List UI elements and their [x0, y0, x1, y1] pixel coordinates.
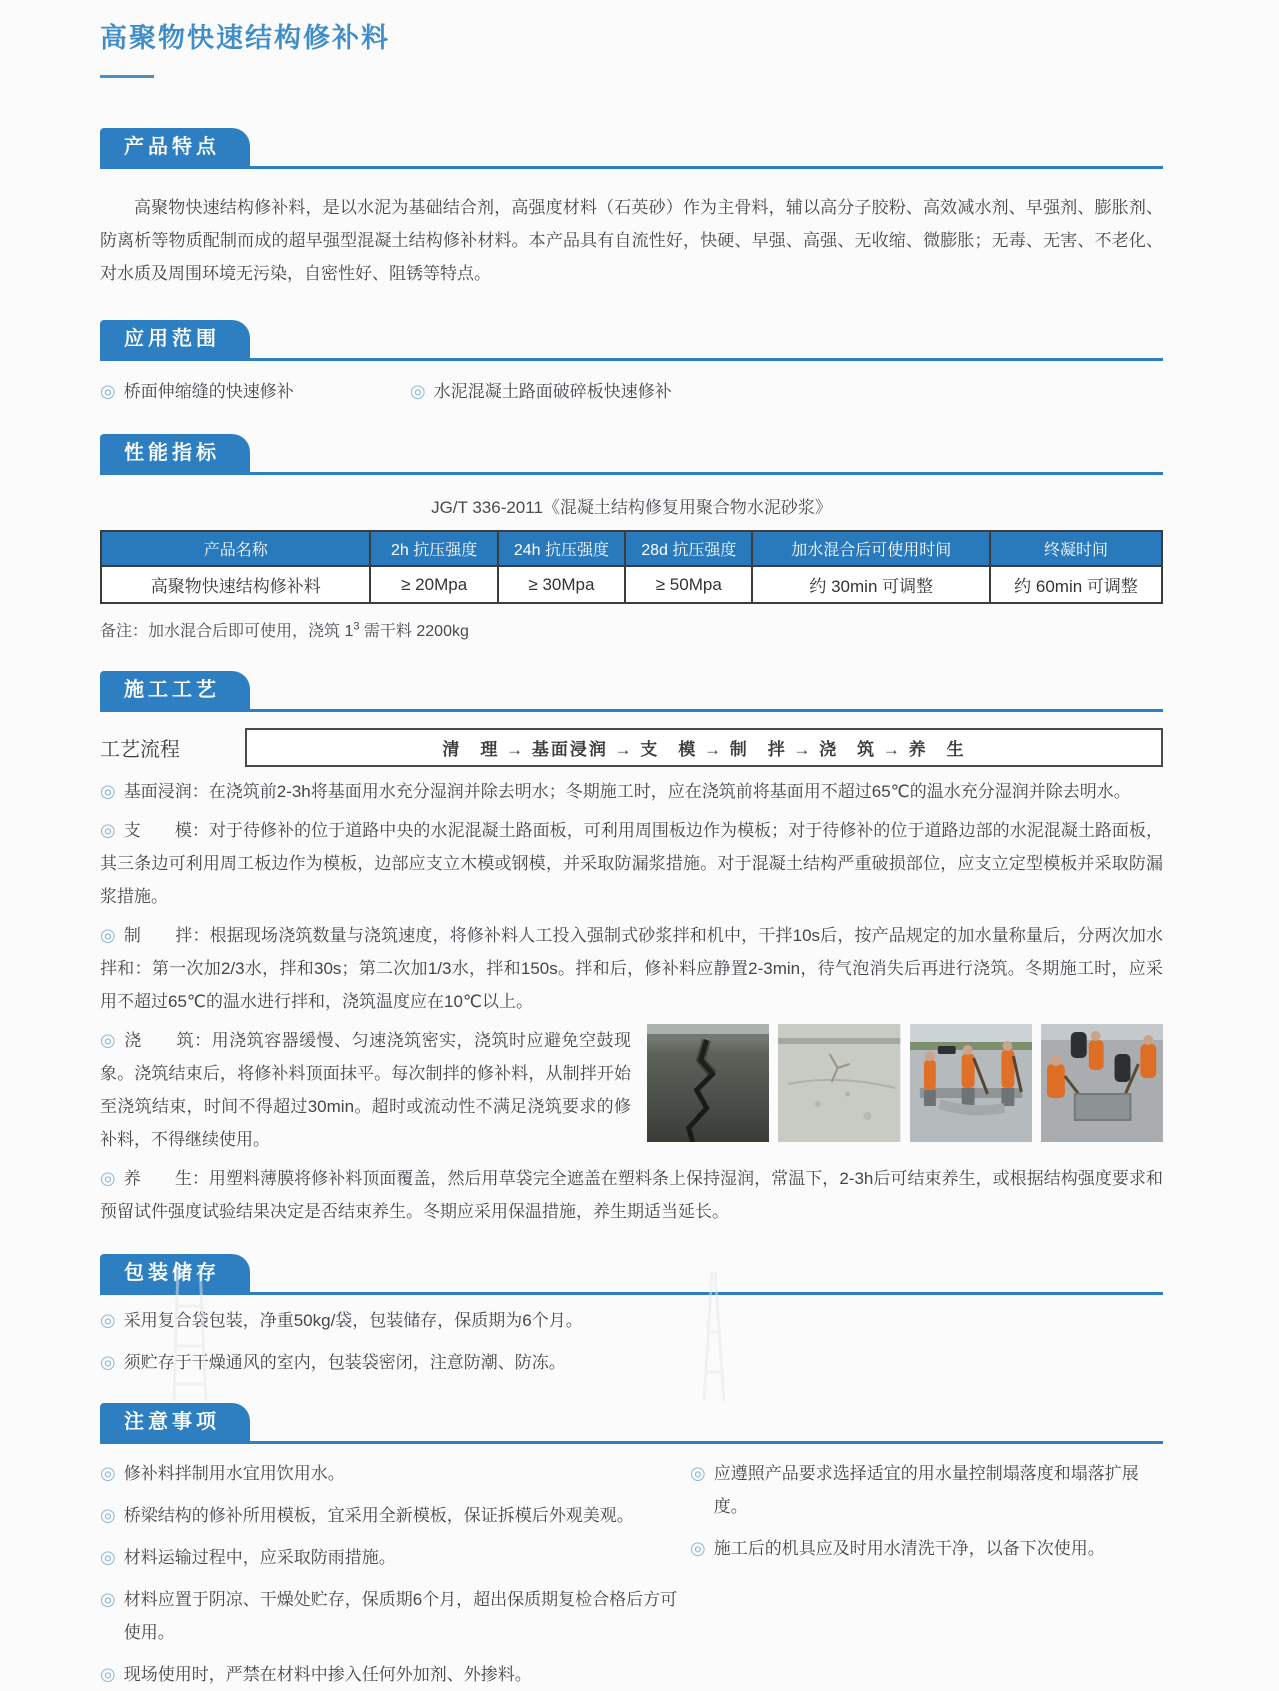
datasheet-content [100, 0, 1163, 1691]
packaging-item-text: 采用复合袋包装，净重50kg/袋，包装储存，保质期为6个月。 [123, 1311, 583, 1330]
application-item [100, 375, 410, 408]
notes-columns [100, 1448, 1163, 1691]
section-packaging-tab: 包装储存 [100, 1254, 250, 1292]
bullet-icon: ◎ [690, 1538, 706, 1558]
process-flow-box: 清 理 → 基面浸润 → 支 模 → 制 拌 → 浇 筑 → 养 生 [245, 728, 1163, 767]
bullet-icon: ◎ [100, 925, 116, 945]
note-item [100, 1457, 690, 1490]
section-notes-tab: 注意事项 [100, 1403, 250, 1441]
bullet-icon: ◎ [100, 1352, 116, 1372]
process-flow-label: 工艺流程 [100, 739, 180, 761]
table-header-cell: 28d 抗压强度 [625, 531, 752, 566]
page-title: 高聚物快速结构修补料 [100, 23, 390, 53]
construction-steps [100, 775, 1163, 1228]
table-note-superscript: 3 [353, 620, 360, 633]
section-application-tab: 应用范围 [100, 320, 250, 358]
table-header-cell: 24h 抗压强度 [498, 531, 625, 566]
packaging-items [100, 1304, 1163, 1379]
table-cell: ≥ 50Mpa [625, 566, 752, 603]
table-cell: 高聚物快速结构修补料 [101, 566, 370, 603]
table-header-cell: 加水混合后可使用时间 [752, 531, 990, 566]
note-item-text: 施工后的机具应及时用水清洗干净，以备下次使用。 [713, 1539, 1105, 1558]
bullet-icon: ◎ [100, 781, 116, 801]
packaging-item-text: 须贮存于干燥通风的室内，包装袋密闭，注意防潮、防冻。 [123, 1353, 566, 1372]
packaging-item [100, 1346, 1163, 1379]
note-item [690, 1457, 1163, 1523]
bullet-icon: ◎ [100, 1310, 116, 1330]
table-cell: 约 60min 可调整 [990, 566, 1162, 603]
bullet-icon: ◎ [100, 1505, 116, 1525]
table-note-text: 需干料 2200kg [359, 623, 469, 640]
step-text: 浇 筑：用浇筑容器缓慢、匀速浇筑密实，浇筑时应避免空鼓现象。浇筑结束后，将修补料顶面抹平。每次制拌的修补料，从制拌开始至浇筑结束，时间不得超过30min。超时或流动性不满足浇筑要求的修补料，不得继续使用。 [100, 1031, 631, 1149]
photo-cracked-asphalt [647, 1024, 769, 1142]
bullet-icon: ◎ [100, 1589, 116, 1609]
table-header-cell: 产品名称 [101, 531, 370, 566]
table-cell: ≥ 30Mpa [498, 566, 625, 603]
bullet-icon: ◎ [100, 1664, 116, 1684]
application-item-label: 水泥混凝土路面破碎板快速修补 [433, 382, 672, 401]
note-item-text: 应遵照产品要求选择适宜的用水量控制塌落度和塌落扩展度。 [713, 1464, 1139, 1516]
process-flow-row [100, 728, 1163, 767]
application-item-label: 桥面伸缩缝的快速修补 [123, 382, 294, 401]
note-item-text: 桥梁结构的修补所用模板，宜采用全新模板，保证拆模后外观美观。 [123, 1506, 634, 1525]
photo-concrete-crack [778, 1024, 900, 1142]
note-item-text: 修补料拌制用水宜用饮用水。 [123, 1464, 345, 1483]
table-header-cell: 2h 抗压强度 [370, 531, 497, 566]
construction-step [100, 919, 1163, 1018]
note-item [100, 1499, 690, 1532]
bullet-icon: ◎ [100, 820, 116, 840]
bullet-icon: ◎ [100, 381, 116, 401]
table-row [101, 566, 1162, 603]
section-features-tab: 产品特点 [100, 128, 250, 166]
table-note [100, 618, 1163, 641]
note-item [100, 1541, 690, 1574]
bullet-icon: ◎ [100, 1547, 116, 1567]
bullet-icon: ◎ [410, 381, 426, 401]
construction-step [100, 1162, 1163, 1228]
notes-left-column [100, 1448, 690, 1691]
note-item [100, 1658, 690, 1691]
table-header-row [101, 531, 1162, 566]
construction-step [100, 775, 1163, 808]
note-item-text: 现场使用时，严禁在材料中掺入任何外加剂、外掺料。 [123, 1665, 532, 1684]
application-items [100, 375, 1163, 408]
section-construction-tab: 施工工艺 [100, 671, 250, 709]
section-construction-bar [100, 671, 1163, 712]
table-note-text: 备注：加水混合后即可使用，浇筑 1 [100, 623, 354, 640]
standard-reference: JG/T 336-2011《混凝土结构修复用聚合物水泥砂浆》 [431, 498, 832, 517]
bullet-icon: ◎ [100, 1463, 116, 1483]
bullet-icon: ◎ [690, 1463, 706, 1483]
bullet-icon: ◎ [100, 1030, 117, 1050]
section-performance-bar [100, 434, 1163, 475]
note-item [100, 1583, 690, 1649]
note-item-text: 材料应置于阴凉、干燥处贮存，保质期6个月，超出保质期复检合格后方可使用。 [123, 1590, 678, 1642]
title-underline [100, 75, 154, 78]
step-text: 基面浸润：在浇筑前2-3h将基面用水充分湿润并除去明水；冬期施工时，应在浇筑前将基面用不超过65℃的温水充分湿润并除去明水。 [123, 782, 1131, 801]
performance-table [100, 530, 1163, 604]
application-item [410, 375, 672, 408]
features-paragraph: 高聚物快速结构修补料，是以水泥为基础结合剂，高强度材料（石英砂）作为主骨料，辅以高分子胶粉、高效减水剂、早强剂、膨胀剂、防离析等物质配制而成的超早强型混凝土结构修补材料。本产品具有自流性好，快硬、早强、高强、无收缩、微膨胀；无毒、无害、不老化、对水质及周围环境无污染，自密性好、阻锈等特点。 [100, 198, 1163, 283]
section-performance-tab: 性能指标 [100, 434, 250, 472]
table-header-cell: 终凝时间 [990, 531, 1162, 566]
photo-workers-repairing-road [910, 1024, 1032, 1142]
note-item [690, 1532, 1163, 1565]
section-notes-bar [100, 1403, 1163, 1444]
bullet-icon: ◎ [100, 1168, 116, 1188]
table-cell: ≥ 20Mpa [370, 566, 497, 603]
step-text: 支 模：对于待修补的位于道路中央的水泥混凝土路面板，可利用周围板边作为模板；对于待修补的位于道路边部的水泥混凝土路面板，其三条边可利用周工板边作为模板，边部应支立木模或钢模，并采取防漏浆措施。对于混凝土结构严重破损部位，应支立定型模板并采取防漏浆措施。 [100, 821, 1163, 906]
section-features-bar [100, 128, 1163, 169]
notes-right-column [690, 1448, 1163, 1691]
packaging-item [100, 1304, 1163, 1337]
step-text: 制 拌：根据现场浇筑数量与浇筑速度，将修补料人工投入强制式砂浆拌和机中，干拌10s后，按产品规定的加水量称量后，分两次加水拌和：第一次加2/3水，拌和30s；第二次加1/3水，拌和150s。拌和后，修补料应静置2-3min，待气泡消失后再进行浇筑。冬期施工时，应采用不超过65℃的温水进行拌和，浇筑温度应在10℃以上。 [100, 926, 1163, 1011]
photo-workers-placing-mortar [1041, 1024, 1163, 1142]
section-application-bar [100, 320, 1163, 361]
table-cell: 约 30min 可调整 [752, 566, 990, 603]
step-text: 养 生：用塑料薄膜将修补料顶面覆盖，然后用草袋完全遮盖在塑料条上保持湿润，常温下，2-3h后可结束养生，或根据结构强度要求和预留试件强度试验结果决定是否结束养生。冬期应采用保温措施，养生期适当延长。 [100, 1169, 1163, 1221]
site-photo-strip [647, 1024, 1163, 1142]
section-packaging-bar [100, 1254, 1163, 1295]
note-item-text: 材料运输过程中，应采取防雨措施。 [123, 1548, 396, 1567]
construction-step [100, 814, 1163, 913]
